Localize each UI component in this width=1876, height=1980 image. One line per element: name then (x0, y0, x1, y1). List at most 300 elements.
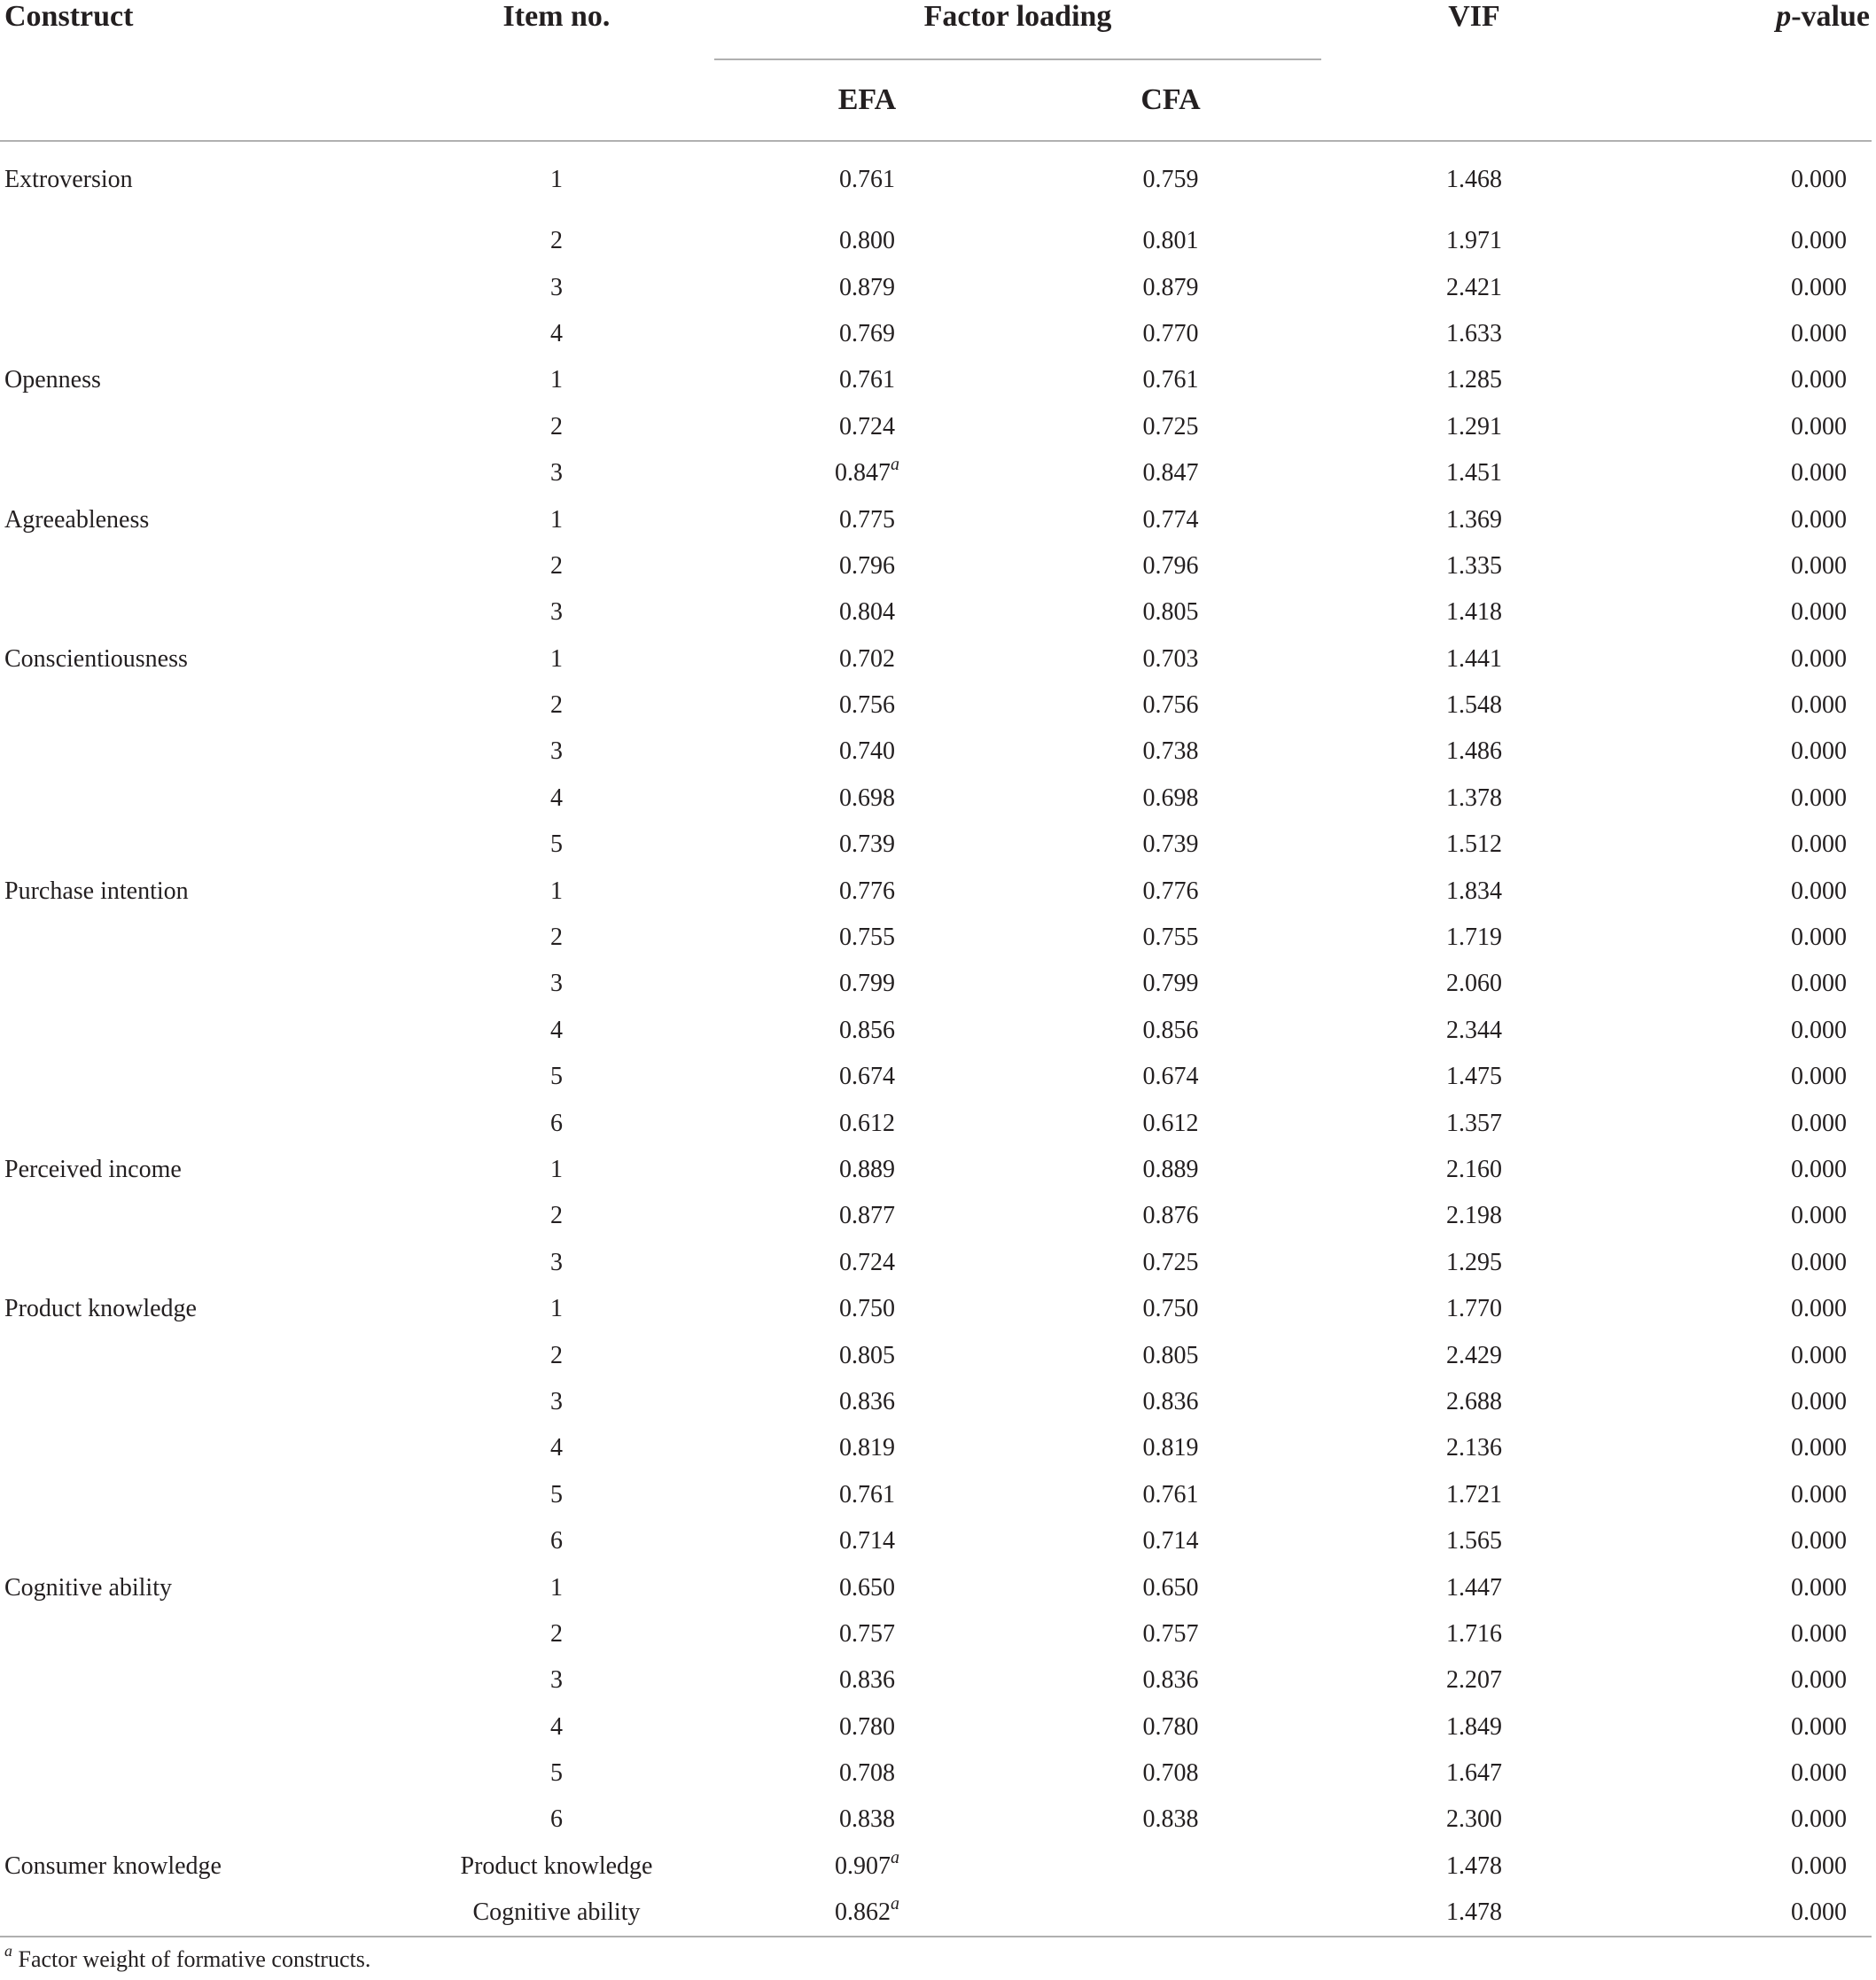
table-row (0, 218, 1872, 264)
cell-construct-text: Cognitive ability (4, 1573, 172, 1602)
table-row (0, 1890, 1872, 1937)
cell-p-value-text: 0.000 (1791, 1527, 1847, 1555)
cell-p-value-text: 0.000 (1791, 1295, 1847, 1323)
cell-cfa (1020, 1193, 1321, 1239)
cell-cfa-text: 0.836 (1142, 1666, 1199, 1695)
header-p-value (1627, 0, 1872, 59)
footnote-ref-marker: a (891, 454, 899, 474)
cell-efa (714, 1193, 1020, 1239)
cell-construct (0, 776, 399, 822)
cell-construct (0, 1657, 399, 1703)
cell-construct (0, 1611, 399, 1657)
cell-construct (0, 1008, 399, 1054)
cell-efa (714, 682, 1020, 729)
header-blank-1 (0, 59, 399, 141)
cell-vif (1321, 357, 1627, 403)
cell-cfa-text: 0.770 (1142, 319, 1199, 347)
table-row (0, 1564, 1872, 1610)
cell-efa-text: 0.879 (839, 273, 895, 301)
cell-cfa-text: 0.761 (1142, 1480, 1199, 1508)
table-row (0, 729, 1872, 775)
footnote-text: Factor weight of formative constructs. (18, 1946, 371, 1972)
cell-item-no (399, 404, 714, 450)
cell-vif-text: 1.565 (1446, 1527, 1502, 1555)
cell-p-value (1627, 682, 1872, 729)
cell-efa-text: 0.819 (839, 1434, 895, 1462)
cell-vif-text: 1.770 (1446, 1295, 1502, 1323)
table-row (0, 1054, 1872, 1100)
cell-cfa-text: 0.847 (1142, 459, 1199, 487)
table-row (0, 1286, 1872, 1332)
cell-construct-text: Openness (4, 366, 101, 394)
cell-p-value-text: 0.000 (1791, 1016, 1847, 1044)
cell-item-no (399, 1472, 714, 1518)
cell-cfa (1020, 311, 1321, 357)
cell-cfa (1020, 1425, 1321, 1471)
cell-p-value-text: 0.000 (1791, 1619, 1847, 1648)
cell-item-no (399, 1008, 714, 1054)
table-row (0, 868, 1872, 914)
cell-item-no (399, 311, 714, 357)
cell-item-no-text: 2 (550, 551, 563, 580)
table-row (0, 1472, 1872, 1518)
table-row (0, 404, 1872, 450)
cell-efa (714, 450, 1020, 496)
cell-p-value-text: 0.000 (1791, 1341, 1847, 1369)
cell-cfa-text: 0.836 (1142, 1387, 1199, 1415)
cell-item-no (399, 1890, 714, 1937)
cell-efa-text: 0.836 (839, 1666, 895, 1695)
cell-cfa (1020, 822, 1321, 868)
cell-p-value-text: 0.000 (1791, 970, 1847, 998)
cell-cfa-text: 0.738 (1142, 737, 1199, 766)
cell-efa-text: 0.724 (839, 1248, 895, 1276)
cell-efa-text: 0.761 (839, 366, 895, 394)
cell-p-value (1627, 1657, 1872, 1703)
cell-efa (714, 1286, 1020, 1332)
cell-cfa-text: 0.776 (1142, 877, 1199, 905)
cell-construct (0, 1100, 399, 1146)
cell-vif (1321, 1797, 1627, 1843)
cell-item-no (399, 1286, 714, 1332)
cell-item-no-text: Cognitive ability (472, 1898, 641, 1927)
cell-item-no-text: 5 (550, 1759, 563, 1788)
cell-construct (0, 868, 399, 914)
cell-efa (714, 1890, 1020, 1937)
cell-construct-text: Purchase intention (4, 877, 189, 905)
cell-item-no (399, 822, 714, 868)
cell-item-no-text: Product knowledge (460, 1851, 653, 1880)
table-row (0, 1147, 1872, 1193)
cell-p-value-text: 0.000 (1791, 1898, 1847, 1927)
cell-efa-text: 0.862 (835, 1898, 891, 1927)
table-row (0, 543, 1872, 589)
table-row (0, 357, 1872, 403)
cell-vif (1321, 961, 1627, 1007)
cell-efa-text: 0.714 (839, 1527, 895, 1555)
cell-item-no-text: 1 (550, 877, 563, 905)
cell-cfa-text: 0.819 (1142, 1434, 1199, 1462)
cell-vif-text: 1.441 (1446, 644, 1502, 673)
cell-cfa (1020, 1611, 1321, 1657)
table-body (0, 141, 1872, 1937)
cell-item-no (399, 1100, 714, 1146)
cell-efa-text: 0.769 (839, 319, 895, 347)
cell-vif (1321, 450, 1627, 496)
cell-p-value (1627, 1797, 1872, 1843)
cell-cfa-text: 0.801 (1142, 227, 1199, 255)
table-row (0, 1193, 1872, 1239)
header-blank-4 (1627, 59, 1872, 141)
cell-construct (0, 1564, 399, 1610)
cell-construct (0, 1147, 399, 1193)
cell-cfa (1020, 1240, 1321, 1286)
cell-p-value-text: 0.000 (1791, 366, 1847, 394)
cell-construct (0, 1797, 399, 1843)
cell-efa (714, 868, 1020, 914)
cell-p-value-text: 0.000 (1791, 1851, 1847, 1880)
cell-vif-text: 1.418 (1446, 598, 1502, 627)
cell-efa (714, 264, 1020, 310)
table-row (0, 1844, 1872, 1890)
cell-p-value (1627, 961, 1872, 1007)
footnote-marker: a (4, 1942, 12, 1961)
cell-cfa-text: 0.756 (1142, 691, 1199, 720)
cell-cfa-text: 0.725 (1142, 1248, 1199, 1276)
cell-p-value-text: 0.000 (1791, 1573, 1847, 1602)
cell-p-value (1627, 141, 1872, 218)
cell-item-no (399, 1844, 714, 1890)
cell-p-value (1627, 915, 1872, 961)
cell-p-value (1627, 1054, 1872, 1100)
table-row (0, 450, 1872, 496)
cell-vif (1321, 1890, 1627, 1937)
cell-item-no-text: 4 (550, 1712, 563, 1741)
cell-p-value-text: 0.000 (1791, 1109, 1847, 1137)
cell-vif-text: 2.344 (1446, 1016, 1502, 1044)
cell-efa (714, 311, 1020, 357)
table-row (0, 1008, 1872, 1054)
cell-p-value-text: 0.000 (1791, 1387, 1847, 1415)
cell-efa (714, 1797, 1020, 1843)
cell-efa (714, 822, 1020, 868)
header-cfa: CFA (1140, 83, 1201, 116)
cell-cfa-text: 0.879 (1142, 273, 1199, 301)
cell-cfa (1020, 589, 1321, 635)
cell-item-no (399, 1564, 714, 1610)
cell-efa (714, 729, 1020, 775)
cell-p-value (1627, 218, 1872, 264)
cell-cfa (1020, 218, 1321, 264)
table-row (0, 636, 1872, 682)
cell-construct (0, 496, 399, 542)
cell-vif (1321, 776, 1627, 822)
cell-item-no (399, 141, 714, 218)
cell-efa (714, 141, 1020, 218)
cell-p-value-text: 0.000 (1791, 551, 1847, 580)
cell-p-value (1627, 868, 1872, 914)
cell-vif-text: 2.160 (1446, 1156, 1502, 1183)
table-row (0, 1332, 1872, 1378)
cell-vif-text: 2.136 (1446, 1434, 1502, 1462)
cell-item-no (399, 264, 714, 310)
cell-p-value-text: 0.000 (1791, 412, 1847, 440)
cell-vif (1321, 1611, 1627, 1657)
cell-vif (1321, 636, 1627, 682)
cell-p-value (1627, 357, 1872, 403)
cell-p-value (1627, 822, 1872, 868)
footnote-ref-marker: a (891, 1893, 899, 1914)
cell-vif (1321, 141, 1627, 218)
cell-vif-text: 1.468 (1446, 166, 1502, 193)
cell-cfa-text: 0.759 (1142, 166, 1199, 193)
cell-item-no (399, 218, 714, 264)
table-row (0, 264, 1872, 310)
cell-item-no (399, 1193, 714, 1239)
cell-cfa (1020, 496, 1321, 542)
cell-construct (0, 357, 399, 403)
cell-efa-text: 0.805 (839, 1341, 895, 1369)
cell-cfa (1020, 636, 1321, 682)
cell-vif (1321, 1332, 1627, 1378)
cell-item-no-text: 3 (550, 1387, 563, 1415)
cell-vif (1321, 1100, 1627, 1146)
cell-construct (0, 1332, 399, 1378)
cell-construct (0, 1750, 399, 1797)
cell-item-no (399, 1704, 714, 1750)
table-row (0, 496, 1872, 542)
cell-vif-text: 1.633 (1446, 319, 1502, 347)
cell-efa-text: 0.856 (839, 1016, 895, 1044)
cell-p-value (1627, 1240, 1872, 1286)
cell-construct (0, 682, 399, 729)
cell-construct (0, 264, 399, 310)
table-row (0, 1425, 1872, 1471)
cell-p-value-text: 0.000 (1791, 1202, 1847, 1230)
cell-item-no (399, 729, 714, 775)
cell-construct (0, 1518, 399, 1564)
cell-efa-text: 0.838 (839, 1805, 895, 1834)
cell-efa (714, 1564, 1020, 1610)
cell-construct (0, 1704, 399, 1750)
cell-construct-text: Conscientiousness (4, 644, 188, 673)
cell-vif (1321, 1518, 1627, 1564)
cell-vif-text: 1.834 (1446, 877, 1502, 905)
cell-p-value (1627, 1332, 1872, 1378)
cell-p-value-text: 0.000 (1791, 227, 1847, 255)
cell-efa-text: 0.799 (839, 970, 895, 998)
cell-item-no-text: 2 (550, 227, 563, 255)
cell-vif (1321, 868, 1627, 914)
table-row (0, 1518, 1872, 1564)
footnote-ref-marker: a (891, 1847, 899, 1867)
cell-item-no (399, 589, 714, 635)
table-row (0, 1240, 1872, 1286)
cell-vif (1321, 1750, 1627, 1797)
cell-p-value (1627, 1890, 1872, 1937)
table-row (0, 682, 1872, 729)
cell-vif (1321, 264, 1627, 310)
cell-efa-text: 0.761 (839, 166, 895, 193)
cell-cfa (1020, 1657, 1321, 1703)
header-factor-loading: Factor loading (714, 0, 1321, 59)
cell-item-no-text: 1 (550, 505, 563, 534)
table-row (0, 141, 1872, 218)
cell-item-no (399, 1657, 714, 1703)
cell-vif-text: 2.300 (1446, 1805, 1502, 1834)
cell-item-no (399, 1611, 714, 1657)
cell-p-value (1627, 1100, 1872, 1146)
cell-cfa-text: 0.750 (1142, 1295, 1199, 1323)
cell-cfa-text: 0.796 (1142, 551, 1199, 580)
cell-p-value (1627, 450, 1872, 496)
cell-item-no-text: 4 (550, 783, 563, 812)
cell-construct-text: Product knowledge (4, 1295, 197, 1323)
cell-item-no-text: 4 (550, 319, 563, 347)
cell-construct (0, 1425, 399, 1471)
cell-vif-text: 1.486 (1446, 737, 1502, 766)
cell-cfa (1020, 1704, 1321, 1750)
cell-vif-text: 1.647 (1446, 1759, 1502, 1788)
cell-item-no-text: 3 (550, 1666, 563, 1695)
cell-vif-text: 1.285 (1446, 366, 1502, 394)
cell-item-no-text: 5 (550, 830, 563, 859)
cell-vif (1321, 1008, 1627, 1054)
table-row (0, 589, 1872, 635)
cell-cfa-text: 0.714 (1142, 1527, 1199, 1555)
cell-cfa-text: 0.761 (1142, 366, 1199, 394)
cell-item-no-text: 1 (550, 166, 563, 193)
cell-item-no-text: 5 (550, 1480, 563, 1508)
cell-efa-text: 0.757 (839, 1619, 895, 1648)
cell-item-no-text: 3 (550, 598, 563, 627)
cell-vif-text: 1.447 (1446, 1573, 1502, 1602)
header-construct: Construct (4, 0, 134, 33)
cell-p-value-text: 0.000 (1791, 505, 1847, 534)
table-row (0, 1797, 1872, 1843)
cell-item-no-text: 5 (550, 1063, 563, 1091)
cell-cfa-text: 0.650 (1142, 1573, 1199, 1602)
cell-vif-text: 2.060 (1446, 970, 1502, 998)
cell-cfa-text: 0.674 (1142, 1063, 1199, 1091)
cell-cfa (1020, 729, 1321, 775)
table-row (0, 822, 1872, 868)
cell-cfa (1020, 682, 1321, 729)
cell-cfa-text: 0.856 (1142, 1016, 1199, 1044)
cell-vif-text: 1.295 (1446, 1248, 1502, 1276)
cell-cfa (1020, 404, 1321, 450)
cell-item-no-text: 4 (550, 1434, 563, 1462)
cell-p-value-text: 0.000 (1791, 598, 1847, 627)
cell-vif-text: 1.721 (1446, 1480, 1502, 1508)
cell-item-no (399, 1425, 714, 1471)
cell-vif (1321, 1844, 1627, 1890)
cell-vif (1321, 1193, 1627, 1239)
cell-vif (1321, 1240, 1627, 1286)
cell-vif-text: 1.512 (1446, 830, 1502, 859)
cell-cfa-text: 0.780 (1142, 1712, 1199, 1741)
table-row (0, 915, 1872, 961)
cell-p-value-text: 0.000 (1791, 1805, 1847, 1834)
cell-efa (714, 776, 1020, 822)
cell-vif-text: 1.475 (1446, 1063, 1502, 1091)
table-row (0, 961, 1872, 1007)
cell-efa (714, 218, 1020, 264)
cell-efa (714, 1008, 1020, 1054)
cell-p-value (1627, 636, 1872, 682)
cell-vif (1321, 915, 1627, 961)
cell-p-value (1627, 404, 1872, 450)
cell-item-no-text: 1 (550, 644, 563, 673)
cell-p-value (1627, 776, 1872, 822)
cell-efa (714, 357, 1020, 403)
cell-vif-text: 1.971 (1446, 227, 1502, 255)
cell-p-value (1627, 496, 1872, 542)
cell-cfa-text: 0.757 (1142, 1619, 1199, 1648)
cell-vif (1321, 496, 1627, 542)
cell-cfa (1020, 1797, 1321, 1843)
cell-cfa (1020, 1286, 1321, 1332)
cell-vif-text: 1.369 (1446, 505, 1502, 534)
cell-efa (714, 1425, 1020, 1471)
cell-p-value-text: 0.000 (1791, 1712, 1847, 1741)
cell-efa (714, 1750, 1020, 1797)
cell-item-no-text: 3 (550, 459, 563, 487)
cell-item-no (399, 682, 714, 729)
cell-cfa (1020, 264, 1321, 310)
cell-p-value (1627, 1379, 1872, 1425)
cell-item-no (399, 636, 714, 682)
cell-item-no-text: 6 (550, 1805, 563, 1834)
cell-p-value-text: 0.000 (1791, 877, 1847, 905)
cell-efa (714, 1518, 1020, 1564)
cell-construct (0, 1054, 399, 1100)
cell-cfa-text: 0.612 (1142, 1109, 1199, 1137)
cell-construct (0, 915, 399, 961)
cell-efa (714, 1100, 1020, 1146)
cell-efa-text: 0.724 (839, 412, 895, 440)
cell-vif-text: 1.357 (1446, 1109, 1502, 1137)
cell-vif (1321, 218, 1627, 264)
table-row (0, 1750, 1872, 1797)
cell-vif-text: 1.849 (1446, 1712, 1502, 1741)
cell-efa-text: 0.796 (839, 551, 895, 580)
cell-item-no (399, 1054, 714, 1100)
cell-cfa (1020, 1332, 1321, 1378)
cell-vif-text: 1.548 (1446, 691, 1502, 720)
cell-item-no-text: 2 (550, 412, 563, 440)
cell-p-value-text: 0.000 (1791, 924, 1847, 952)
cell-construct (0, 729, 399, 775)
cell-cfa-text: 0.698 (1142, 783, 1199, 812)
cell-vif-text: 2.207 (1446, 1666, 1502, 1695)
cell-cfa (1020, 357, 1321, 403)
cell-cfa (1020, 1750, 1321, 1797)
cell-vif (1321, 1657, 1627, 1703)
cell-construct (0, 404, 399, 450)
cell-efa-text: 0.708 (839, 1759, 895, 1788)
cell-construct (0, 636, 399, 682)
header-vif: VIF (1448, 0, 1500, 33)
cell-p-value-text: 0.000 (1791, 1156, 1847, 1183)
cell-efa (714, 1844, 1020, 1890)
cell-construct (0, 543, 399, 589)
cell-cfa (1020, 1472, 1321, 1518)
cell-efa (714, 589, 1020, 635)
cell-vif-text: 1.451 (1446, 459, 1502, 487)
cell-p-value (1627, 589, 1872, 635)
cell-item-no-text: 1 (550, 1573, 563, 1602)
